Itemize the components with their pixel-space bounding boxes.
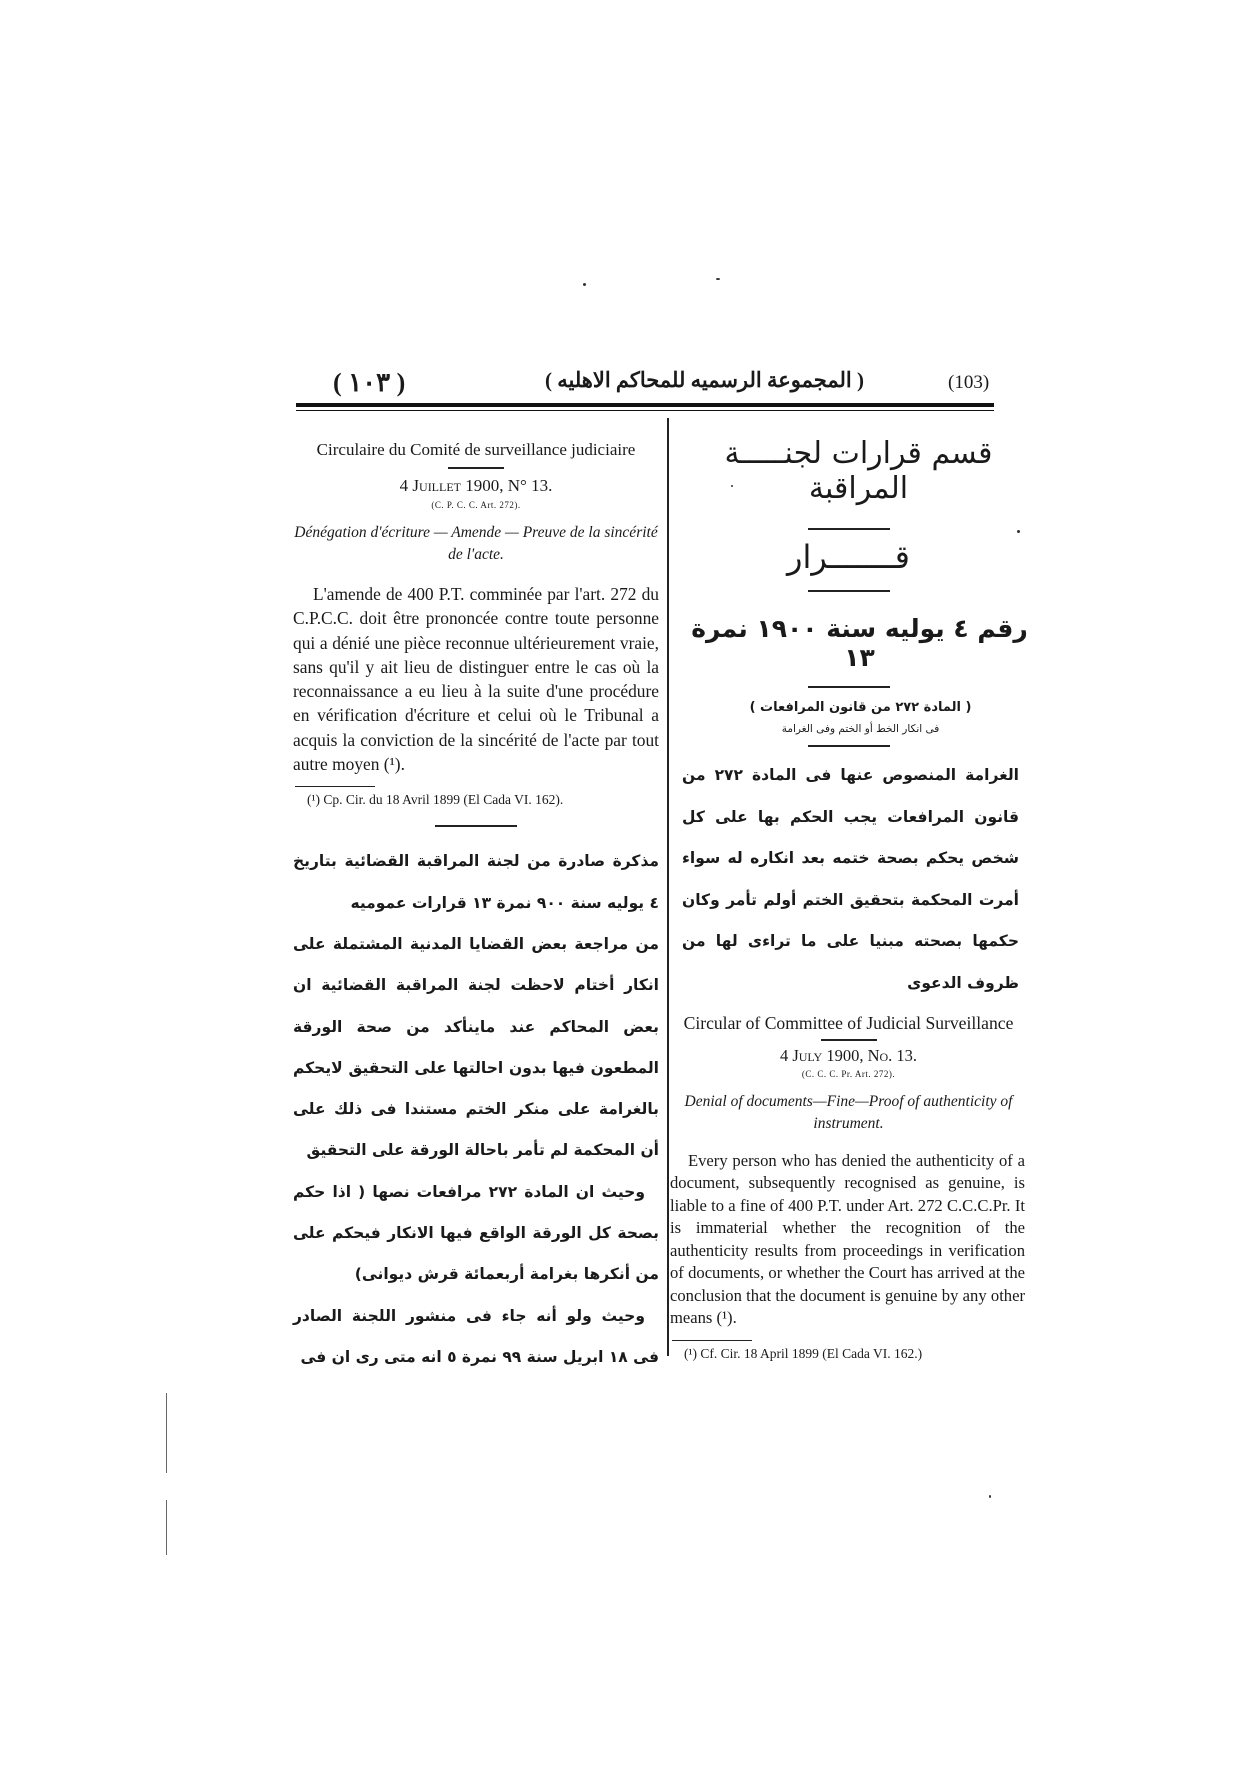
arabic-summary-body: الغرامة المنصوص عنها فى المادة ٢٧٢ من قانون المرافعات يجب الحكم بها على كل شخص يحكم بصحة ختمه بعد انكاره له سواء أمرت المحكمة بتحقيق الختم أولم تأمر وكان حكمها بصحته مبنيا على ما تراءى لها من ظروف الدعوى (682, 766, 1019, 992)
french-footnote: (¹) Cp. Cir. du 18 Avril 1899 (El Cada VI. 162). (307, 792, 564, 808)
english-heading-rule (821, 1039, 877, 1041)
right-column (668, 436, 1029, 1363)
heading-rule (448, 467, 504, 469)
section-rule (435, 825, 517, 827)
french-body: L'amende de 400 P.T. comminée par l'art. 272 du C.P.C.C. doit être prononcée contre toute personne qui a dénié une pièce reconnue ultérieurement vraie, sans qu'il y ait lieu de distinguer entre le cas où la reconnaissance a eu lieu à la suite d'une procédure en vérification d'écriture et celui où le Tribunal a acquis la conviction de la sincérité de l'acte par tout autre moyen (¹). (293, 584, 659, 775)
arabic-memo (293, 841, 659, 1378)
subject-rule (808, 745, 890, 747)
title-rule (808, 528, 890, 530)
french-reference: (C. P. C. C. Art. 272). (431, 500, 521, 510)
arabic-number-line: رقم ٤ يوليه سنة ١٩٠٠ نمرة ١٣ (691, 614, 1028, 672)
left-column (293, 438, 659, 1378)
page-number-latin: (103) (948, 372, 990, 393)
arabic-section-title: قسم قرارات لجنـــــة المراقبة (724, 436, 993, 506)
number-rule (808, 686, 890, 688)
header-rule-thin (296, 410, 994, 411)
french-heading: Circulaire du Comité de surveillance judiciaire (316, 440, 636, 459)
arabic-decision-word: قـــــــرار (787, 538, 910, 576)
scan-speck (716, 278, 720, 280)
publication-title-arabic: ( المجموعة الرسميه للمحاكم الاهليه ) (545, 368, 864, 392)
arabic-subject: فى انكار الخط أو الختم وفى الغرامة (781, 723, 940, 735)
arabic-article-ref: ( المادة ٢٧٢ من قانون المرافعات ) (749, 700, 972, 715)
french-subject: Dénégation d'écriture — Amende — Preuve de la sincérité de l'acte. (294, 524, 658, 563)
arabic-memo-paragraph: وحيث ولو أنه جاء فى منشور اللجنة الصادر فى ١٨ ابريل سنة ٩٩ نمرة ٥ انه متى رى ان فى (293, 1306, 659, 1366)
english-date: 4 July 1900, No. 13. (779, 1045, 918, 1065)
arabic-memo-paragraph: مذكرة صادرة من لجنة المراقبة القضائية بتاريخ ٤ يوليه سنة ٩٠٠ نمرة ١٣ قرارات عموميه (293, 852, 659, 912)
english-reference: (C. C. C. Pr. Art. 272). (801, 1068, 896, 1079)
arabic-memo-paragraph: من مراجعة بعض القضايا المدنية المشتملة على انكار أختام لاحظت لجنة المراقبة القضائية ان بعض المحاكم عند ماينأكد من صحة الورقة المطعون فيها بدون احالتها على التحقيق لايحكم بالغرامة على منكر الختم مستندا فى ذلك على أن المحكمة لم تأمر باحالة الورقة على التحقيق (293, 934, 659, 1160)
decision-rule (808, 590, 890, 592)
english-body: Every person who has denied the authenticity of a document, subsequently recognised as genuine, is liable to a fine of 400 P.T. under Art. 272 C.C.C.Pr. It is immaterial whether the recognition of the authenticity results from proceedings in verification of documents, or whether the Court has arrived at the conclusion that the document is genuine by any other means (¹). (670, 1150, 1025, 1328)
scan-speck (989, 1495, 991, 1498)
english-footnote-rule (672, 1340, 752, 1341)
french-date: 4 Juillet 1900, N° 13. (399, 476, 553, 495)
arabic-memo-paragraph: وحيث ان المادة ٢٧٢ مرافعات نصها ( اذا حكم بصحة كل الورقة الواقع فيها الانكار فيحكم على من أنكرها بغرامة أربعمائة قرش ديوانى) (293, 1182, 659, 1284)
scan-artifact-line (166, 1500, 167, 1555)
scan-artifact-line (166, 1393, 167, 1473)
english-footnote: (¹) Cf. Cir. 18 April 1899 (El Cada VI. 162.) (684, 1345, 923, 1361)
page-number-arabic: ( ١٠٣ ) (333, 368, 406, 397)
header-rule-thick (296, 403, 994, 407)
english-subject: Denial of documents—Fine—Proof of authenticity of instrument. (684, 1092, 1013, 1133)
scan-speck (583, 283, 586, 286)
english-heading: Circular of Committee of Judicial Surveillance (683, 1012, 1014, 1033)
footnote-rule (295, 786, 375, 787)
